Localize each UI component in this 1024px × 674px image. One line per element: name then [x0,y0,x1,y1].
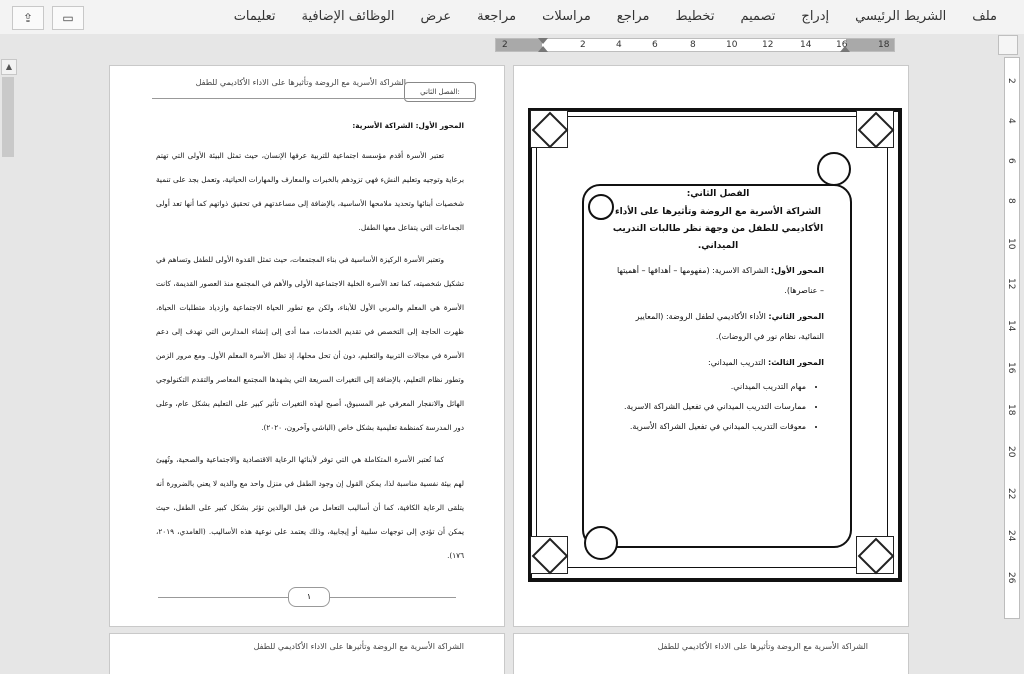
axis-one-text: الشراكة الاسرية: (مفهومها – أهدافها – أهميتها – عناصرها). [616,266,824,295]
header-title: الشراكة الأسرية مع الروضة وتأثيرها على الاداء الأكاديمي للطفل [657,642,868,651]
list-item: • معوقات التدريب الميداني في تفعيل الشراكة الأسرية. [612,417,806,437]
vruler-label: 16 [1006,362,1016,374]
document-page-next-right[interactable] [514,634,908,674]
vruler-label: 20 [1006,446,1016,458]
tab-layout[interactable]: تخطيط [675,9,715,24]
document-page-right[interactable] [514,66,908,626]
ruler-label: 2 [502,40,508,50]
scroll-curl-icon [817,152,851,186]
axis-one-label: المحور الأول: [770,266,824,275]
ruler-label: 6 [652,40,658,50]
section-heading: المحور الأول: الشراكة الأسرية: [352,121,464,130]
ruler-label: 18 [878,40,890,50]
axis-three-text: التدريب الميداني: [708,358,766,367]
header-rule [152,98,476,99]
hanging-indent-marker[interactable] [538,46,548,52]
comment-button[interactable] [52,6,84,30]
document-page-next-left[interactable] [110,634,504,674]
scroll-curl-icon [584,526,618,560]
tab-selector-button[interactable] [998,35,1018,55]
corner-ornament-icon [530,110,568,148]
scroll-up-icon[interactable]: ▲ [1,59,17,75]
vruler-label: 18 [1006,404,1016,416]
tab-mailings[interactable]: مراسلات [542,9,591,24]
axis-three-list [612,377,824,437]
paragraph: تعتبر الأسرة أقدم مؤسسة اجتماعية للتربية عرفها الإنسان، حيث تمثل البيئة الأولى التي تهتم برعاية وتوجيه وتعليم النشء فهي تزودهم بالخبرات والمعارف والمهارات الحياتية، وتعمل بجد على تنمية شخصيات أبنائها وتحديد ملامحها الأساسية، بالإضافة إلى مساعدتهم في تحقيق ذواتهم كما أنها تعد أولى الجماعات التي يتفاعل معها الطفل. [156,151,464,232]
page-body[interactable] [156,114,464,576]
axis-two-label: المحور الثاني: [768,312,824,321]
chapter-heading: الفصل الثاني: [686,189,750,199]
ruler-label: 10 [726,40,738,50]
page-number: ١ [288,587,330,607]
horizontal-ruler[interactable] [495,38,895,52]
vruler-label: 22 [1006,488,1016,500]
ruler-label: 8 [690,40,696,50]
tab-design[interactable]: تصميم [740,9,776,24]
vruler-label: 26 [1006,572,1016,584]
chapter-badge: الفصل الثاني: [404,82,476,102]
share-icon: ⇪ [22,11,34,25]
tab-file[interactable]: ملف [972,9,997,24]
vruler-label: 12 [1006,278,1016,290]
scroll-thumb[interactable] [2,77,14,157]
axis-two [612,307,824,347]
ribbon [0,0,1024,35]
corner-ornament-icon [856,110,894,148]
tab-home[interactable]: الشريط الرئيسي [855,9,947,24]
vruler-label: 4 [1006,118,1016,124]
vruler-label: 2 [1006,78,1016,84]
ribbon-tabs [221,0,1010,34]
page-header [152,76,476,102]
ruler-label: 4 [616,40,622,50]
header-title: الشراكة الأسرية مع الروضة وتأثيرها على الاداء الأكاديمي للطفل [195,78,406,87]
axis-two-text: الأداء الأكاديمي لطفل الروضة: (المعايير النمائية، نظام نور في الروضات). [635,312,824,341]
ruler-label: 12 [762,40,774,50]
corner-ornament-icon [856,536,894,574]
tab-addins[interactable]: الوظائف الإضافية [301,9,395,24]
vruler-label: 8 [1006,198,1016,204]
vertical-ruler[interactable] [1004,57,1020,619]
vruler-label: 14 [1006,320,1016,332]
tab-review[interactable]: مراجعة [477,9,517,24]
tab-insert[interactable]: إدراج [801,9,830,24]
tab-help[interactable]: تعليمات [233,9,276,24]
first-line-indent-marker[interactable] [538,38,548,44]
tab-references[interactable]: مراجع [616,9,650,24]
vruler-label: 24 [1006,530,1016,542]
list-item: • مهام التدريب الميداني. [612,377,806,397]
chapter-title: الشراكة الأسرية مع الروضة وتأثيرها على الأداء الأكاديمي للطفل من وجهة نظر طالبات التدريب الميداني. [612,207,824,251]
axis-one [612,261,824,301]
ruler-label: 14 [800,40,812,50]
header-title: الشراكة الأسرية مع الروضة وتأثيرها على الاداء الأكاديمي للطفل [253,642,464,651]
share-button[interactable] [12,6,44,30]
list-item: • ممارسات التدريب الميداني في تفعيل الشراكة الاسرية. [612,397,806,417]
axis-three-label: المحور الثالث: [768,358,824,367]
cover-content[interactable] [612,186,824,437]
paragraph: وتعتبر الأسرة الركيزة الأساسية في بناء المجتمعات، حيث تمثل القدوة الأولى للطفل وتساهم في تشكيل شخصيته، كما تعد الأسرة الخلية الاجتماعية الأولى والأهم في المجتمع منذ العصور القديمة، كانت الأسرة هي المعلم والمربي الأول للأبناء، ولكن مع تطور الحياة الاجتماعية وازدياد متطلبات الحياة، ظهرت الحاجة إلى التخصص في تقديم الخدمات، مما أدى إلى إنشاء المدارس التي تهدف إلى دعم الأسرة في مجالات التربية والتعليم، دون أن تحل محلها، إذ تظل الأسرة المعلم الأول. ومع مرور الزمن وتطور نظام التعليم، بالإضافة إلى التغيرات السريعة التي يشهدها المجتمع المعاصر والتقدم التكنولوجي الهائل والانفجار المعرفي غير المسبوق، أصبح لهذه التغيرات تأثير كبير على التعليم بشكل عام، وعلى دور المدرسة كمنظمة تعليمية بشكل خاص (الباشي وآخرون، ٢٠٢٠). [156,255,464,432]
scroll-curl-icon [588,194,614,220]
document-page-left[interactable] [110,66,504,626]
right-indent-marker[interactable] [840,46,850,52]
corner-ornament-icon [530,536,568,574]
vruler-label: 10 [1006,238,1016,250]
axis-three [612,353,824,373]
comment-icon: ▭ [62,11,74,25]
ruler-label: 16 [836,40,848,50]
ruler-label: 2 [580,40,586,50]
paragraph: كما تُعتبر الأسرة المتكاملة هي التي توفر لأبنائها الرعاية الاقتصادية والاجتماعية والصحية، وتُهيئ لهم بيئة نفسية مناسبة لذا، يمكن القول إن وجود الطفل في منزل واحد مع والديه لا يعني بالضرورة أنه يتلقى الرعاية الكافية، كما أن أساليب التعامل من قبل الوالدين تؤثر بشكل كبير على الطفل، حيث يمكن أن تؤدي إلى توجهات سلبية أو إيجابية، وذلك يعتمد على نوعية هذه الأساليب. (الغامدي، ٢٠١٩، ١٧٦). [156,455,464,560]
tab-view[interactable]: عرض [420,9,452,24]
vertical-scrollbar[interactable] [0,57,17,660]
vruler-label: 6 [1006,158,1016,164]
